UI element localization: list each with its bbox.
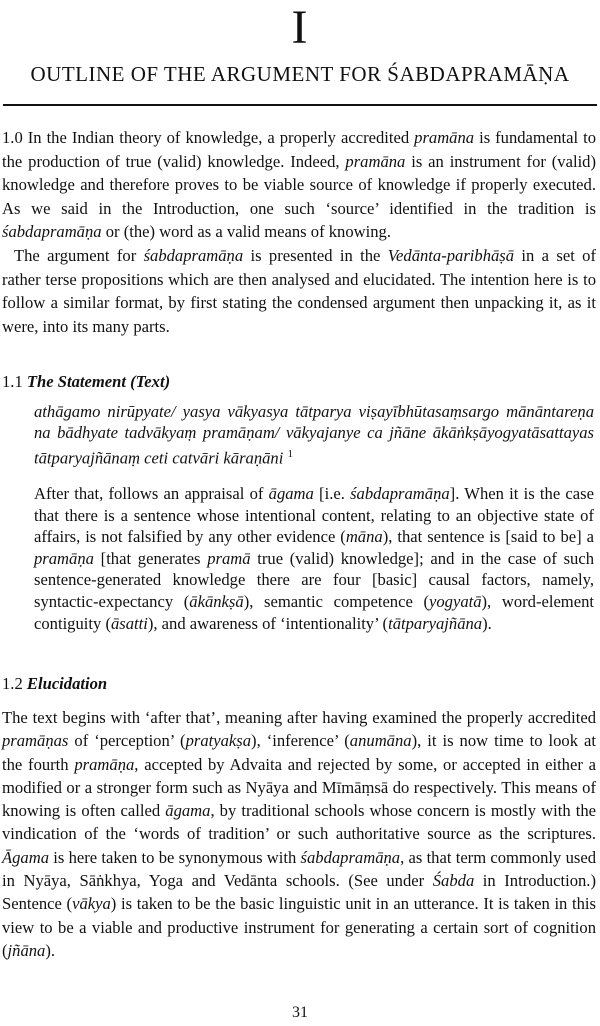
italic-term: pramāna	[345, 151, 406, 171]
text-run: true (valid) knowledge]; and in the case of such sentence-generated knowledge there are four [basic] causal factors, namely, syntactic-expectancy (	[34, 548, 594, 611]
text-run: , by traditional schools whose concern is mostly with the vindication of the ‘words of tradition’ or such authoritative source as the scriptures.	[2, 801, 596, 844]
text-run: The text begins with ‘after that’, meaning after having examined the properly accredited	[2, 708, 596, 727]
italic-term: āgama	[165, 801, 211, 821]
chapter-title: OUTLINE OF THE ARGUMENT FOR ŚABDAPRAMĀṆA	[30, 62, 570, 86]
section-1-2-heading	[2, 672, 596, 696]
italic-term: anumāna	[349, 731, 412, 751]
text-run: ) is taken to be the basic linguistic unit in an utterance. It is taken in this view to be a viable and productive instrument for generating a certain sort of cognition (	[2, 894, 596, 960]
text-run: in Introduction.) Sentence (	[2, 871, 596, 914]
italic-term: pramāna	[414, 128, 475, 147]
text-run: is an instrument for (valid) knowledge and therefore proves to be viable source of knowledge if properly executed. As we said in the Introduction, one such ‘source’ identified in the tradition is	[2, 151, 597, 218]
chapter-numeral: I	[291, 1, 309, 54]
text-run: is here taken to be synonymous with	[49, 847, 301, 867]
text-run: ).	[45, 940, 56, 960]
title-rule	[3, 104, 597, 106]
text-run: is fundamental to the production of true (valid) knowledge. Indeed,	[2, 128, 596, 171]
section-title: Elucidation	[26, 674, 108, 693]
paragraph-1-0	[2, 126, 596, 244]
italic-term: pramāṇas	[2, 731, 69, 751]
text-run: of ‘perception’ (	[68, 731, 186, 751]
italic-term: śabdapramāṇa	[300, 847, 401, 867]
italic-term: ākānkṣā	[189, 591, 244, 611]
italic-term: Āgama	[2, 847, 50, 867]
italic-term: pramā	[207, 548, 251, 568]
text-run: in a set of rather terse propositions which are then analysed and elucidated. The intention here is to follow a similar format, by first stating the condensed argument then unpacking it, as it were, into its many parts.	[2, 245, 596, 336]
text-run: 1.0 In the Indian theory of knowledge, a properly accredited	[2, 128, 415, 147]
body-elucidation	[2, 706, 596, 962]
italic-term: śabdapramāṇa	[143, 245, 244, 265]
footnote-ref: 1	[287, 447, 293, 460]
italic-term: āgama	[268, 484, 314, 503]
text-run: ), that sentence is [said to be] a	[382, 527, 594, 547]
italic-term: Śabda	[432, 871, 475, 891]
text-run: [that generates	[93, 548, 208, 568]
text-run: ), it is now time to look at the fourth	[2, 731, 596, 774]
italic-term: māna	[345, 527, 383, 547]
page-number: 31	[292, 1004, 308, 1021]
italic-term: jñāna	[7, 940, 46, 960]
text-run: is presented in the	[243, 245, 388, 265]
italic-term: tātparyajñāna	[388, 613, 483, 633]
italic-term: Vedānta-paribhāṣā	[387, 245, 515, 265]
text-run: ), and awareness of ‘intentionality’ (	[147, 613, 389, 633]
text-run: or (the) word as a valid means of knowing.	[101, 222, 391, 242]
section-title: The Statement (Text)	[26, 372, 171, 391]
text-run: , as that term commonly used in Nyāya, Sāṅkhya, Yoga and Vedānta schools. (See under	[2, 847, 597, 891]
italic-term: śabdapramāṇa	[2, 222, 102, 242]
text-run: ), ‘inference’ (	[251, 731, 350, 751]
text-run: ).	[482, 613, 492, 633]
section-number: 1.2	[2, 674, 23, 693]
italic-term: śabdapramāṇa	[350, 484, 450, 503]
italic-term: pratyakṣa	[185, 731, 252, 751]
text-run: , accepted by Advaita and rejected by some, or accepted in either a modified or a stronger form such as Nyāya and Mīmāṃsā do respectively. This means of knowing is often called	[2, 754, 596, 821]
sanskrit-quote	[34, 401, 594, 469]
sanskrit-text: athāgamo nirūpyate/ yasya vākyasya tātparya viṣayībhūtasaṃsargo mānāntareṇa na bādhyate tadvākyaṃ pramāṇam/ vākyajanye ca jñāne ākāṅkṣāyogyatāsattayas tātparyajñānaṃ ceti catvāri kāraṇāni	[34, 402, 594, 468]
italic-term: yogyatā	[429, 591, 482, 611]
text-run: The argument for	[14, 245, 144, 265]
italic-term: āsatti	[110, 613, 148, 633]
text-run: [i.e.	[313, 484, 351, 503]
body-intro	[2, 126, 596, 338]
paragraph-elucidation	[2, 706, 596, 962]
paragraph-argument	[2, 244, 596, 338]
text-run: After that, follows an appraisal of	[34, 484, 269, 503]
italic-term: vākya	[72, 894, 111, 914]
italic-term: pramāṇa	[34, 548, 94, 568]
translation-block	[34, 483, 594, 634]
section-1-1-heading	[2, 370, 596, 394]
section-number: 1.1	[2, 372, 23, 391]
italic-term: pramāṇa	[74, 754, 135, 774]
text-run: ), semantic competence (	[243, 591, 429, 611]
text-run: ]. When it is the case that there is a sentence whose intentional content, relating to an objective state of affairs, is not falsified by any other evidence (	[34, 484, 594, 547]
text-run: ), word-element contiguity (	[34, 591, 594, 633]
